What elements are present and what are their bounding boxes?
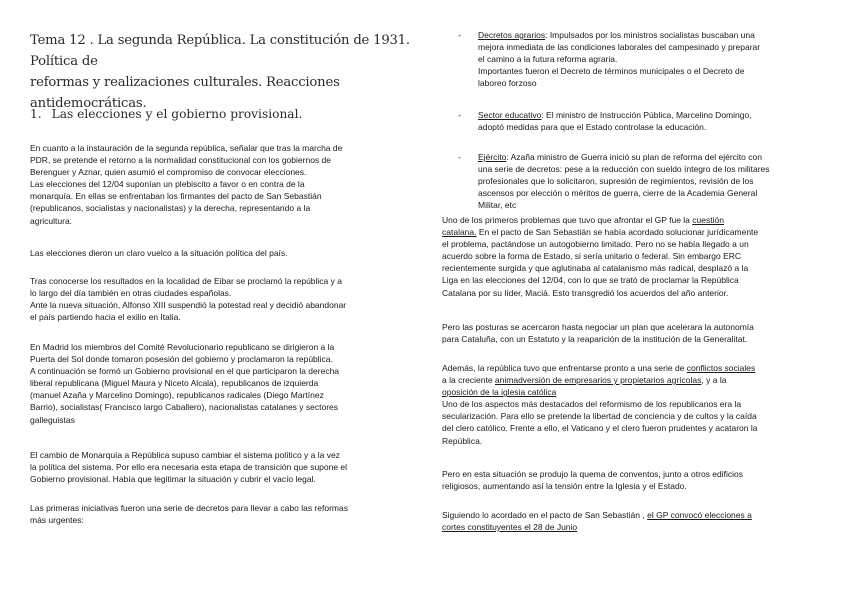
bullet-term: Ejército: [478, 152, 507, 162]
paragraph-cuestion-catalana: Uno de los primeros problemas que tuvo que afrontar el GP fue la cuestión catalana. En el pacto de San Sebastián se había acordado solucionar jurídicamente el problema, pactándose un autogobierno limitado. Pero no se había llegado a un acuerdo sobre la forma de Estado, si sería unitario o federal. Sin embargo ERC recientemente surgida y que aglutinaba al catalanismo más radical, desplazó a la Liga en las elecciones del 12/04, con lo que se trató de proclamar la República Catalana por su líder, Macià. Esto transgredió los acuerdos del año anterior.: [442, 215, 759, 298]
bullet-ejercito: - Ejército: Azaña ministro de Guerra inició su plan de reforma del ejército con una serie de decretos: pese a la reducción con sueldo íntegro de los militares profesionales que lo solicitaron, supresión de regimientos, revisión de los ascensos por elección o méritos de guerra, cierre de la Academia General Militar, etc: [458, 152, 770, 211]
paragraph-iniciativas: Las primeras iniciativas fueron una serie de decretos para llevar a cabo las reformas más urgentes:: [30, 503, 348, 526]
underline-oposicion: oposición de la iglesia católica: [442, 387, 557, 398]
paragraph-eibar: Tras conocerse los resultados en la localidad de Eibar se proclamó la república y a lo largo del día también en otras ciudades españolas. Ante la nueva situación, Alfonso XIII suspendió la potestad real y decidió abandonar el país partiendo hacia el exilio en Italia.: [30, 276, 347, 323]
bullet-sector-educativo: - Sector educativo: El ministro de Instrucción Pública, Marcelino Domingo, adoptó medidas para que el Estado controlase la educación.: [458, 110, 752, 133]
section-heading-text: Las elecciones y el gobierno provisional.: [51, 107, 303, 121]
paragraph-conflictos: Además, la república tuvo que enfrentarse pronto a una serie de conflictos sociales a la creciente animadversión de empresarios y propietarios agrícolas, y a la oposición de la iglesia católica Uno de los aspectos más destacados del reformismo de los republicanos era la secularización. Para ello se pretende la libertad de conciencia y de cultos y la caída del clero católico. Frente a ello, el Vaticano y el clero fueron prudentes y acataron la República.: [442, 363, 758, 446]
underline-cortes: cortes constituyentes el 28 de Junio: [442, 522, 578, 533]
section-number: 1.: [30, 107, 42, 121]
underline-conflictos: conflictos sociales: [686, 363, 756, 373]
bullet-term: Decretos agrarios: [478, 30, 546, 40]
paragraph-vuelco: Las elecciones dieron un claro vuelco a la situación política del país.: [30, 248, 288, 258]
document-title: [30, 30, 410, 114]
bullet-dash: -: [458, 152, 461, 162]
underline-animadversion: animadversión de empresarios y propietarios agrícolas: [494, 375, 702, 386]
paragraph-autonomia: Pero las posturas se acercaron hasta negociar un plan que acelerara la autonomía para Cataluña, con un Estatuto y la reaparición de la institución de la Generalitat.: [442, 322, 754, 345]
underline-catalana: catalana.: [442, 227, 477, 238]
title-line-2: reformas y realizaciones culturales. Reacciones antidemocráticas.: [30, 75, 340, 111]
paragraph-instauracion: En cuanto a la instauración de la segunda república, señalar que tras la marcha de PDR, se pretende el retorno a la normalidad constitucional con los gobiernos de Berenguer y Aznar, quien asumió el compromiso de convocar elecciones. Las elecciones del 12/04 suponían un plebiscito a favor o en contra de la monarquía. En ellas se enfrentaban los firmantes del pacto de San Sebastián (republicanos, socialistas y nacionalistas) y la derecha, representando a la agricultura.: [30, 143, 343, 226]
section-heading: [30, 106, 410, 122]
bullet-term: Sector educativo: [478, 110, 542, 120]
paragraph-cambio: El cambio de Monarquía a República supuso cambiar el sistema político y a la vez la política del sistema. Por ello era necesaria esta etapa de transición que supone el Gobierno provisional. Había que legitimar la situación y cubrir el vacío legal.: [30, 450, 348, 485]
underline-cuestion: cuestión: [692, 215, 724, 225]
bullet-decretos-agrarios: - Decretos agrarios: Impulsados por los ministros socialistas buscaban una mejora inmediata de las condiciones laborales del campesinado y preparar el camino a la futura reforma agraria. Importantes fueron el Decreto de términos municipales o el Decreto de laboreo forzoso: [458, 30, 761, 89]
paragraph-conventos: Pero en esta situación se produjo la quema de conventos, junto a otros edificios religiosos, aumentando así la tensión entre la Iglesia y el Estado.: [442, 469, 743, 492]
bullet-dash: -: [458, 30, 461, 40]
bullet-dash: -: [458, 110, 461, 120]
underline-gp-convoco: el GP convocó elecciones a: [647, 510, 752, 520]
title-line-1: Tema 12 . La segunda República. La constitución de 1931. Política de: [30, 33, 410, 69]
paragraph-elecciones-cortes: Siguiendo lo acordado en el pacto de San Sebastián , el GP convocó elecciones a cortes constituyentes el 28 de Junio: [442, 510, 752, 533]
paragraph-madrid: En Madrid los miembros del Comité Revolucionario republicano se dirigieron a la Puerta del Sol donde tomaron posesión del gobierno y proclamaron la república. A continuación se formó un Gobierno provisional en el que participaron la derecha liberal republicana (Miguel Maura y Niceto Alcala), republicanos de izquierda (manuel Azaña y Marcelino Domingo), republicanos radicales (Diego Martínez Barrio), socialistas( Francisco largo Caballero), nacionalistas catalanes y sectores galleguistas: [30, 342, 340, 425]
